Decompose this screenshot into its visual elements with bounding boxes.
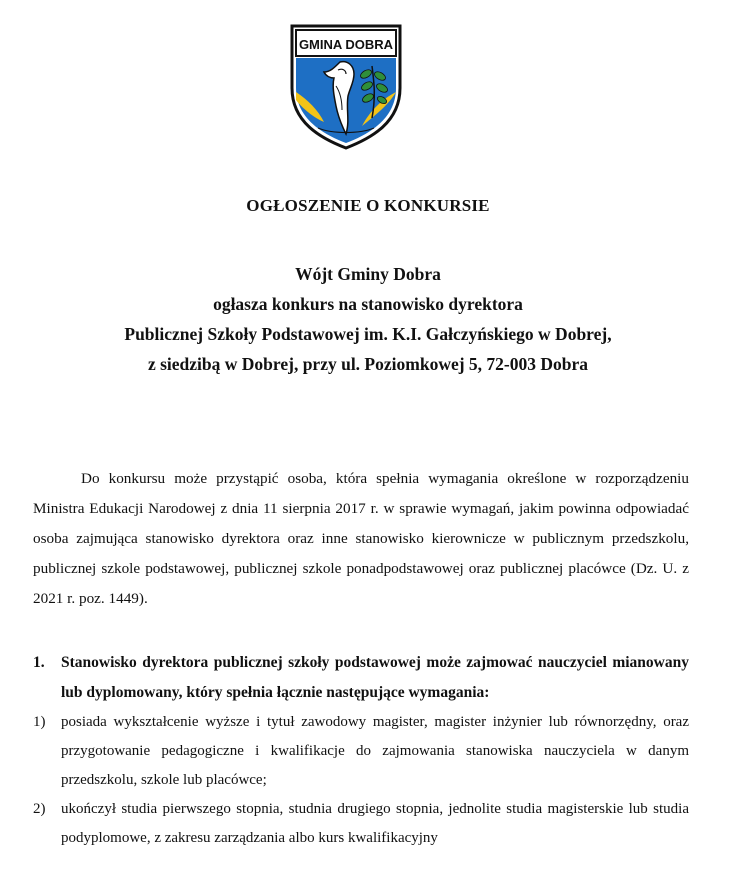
header-line-1: Wójt Gminy Dobra	[295, 264, 441, 284]
list-item	[33, 708, 689, 795]
list-item-text: posiada wykształcenie wyższe i tytuł zawodowy magister, magister inżynier lub równorzędny, oraz przygotowanie pedagogiczne i kwalifikacje do zajmowania stanowiska nauczyciela w danym przedszkolu, szkole lub placówce;	[61, 714, 689, 788]
announcement-title: OGŁOSZENIE O KONKURSIE	[246, 196, 490, 215]
announcement-header	[0, 259, 736, 379]
coat-of-arms-icon	[288, 22, 404, 150]
section-number: 1.	[33, 654, 45, 671]
intro-paragraph: Do konkursu może przystąpić osoba, która spełnia wymagania określone w rozporządzeniu Ministra Edukacji Narodowej z dnia 11 sierpnia 2017 r. w sprawie wymagań, jakim powinna odpowiadać osoba zajmująca stanowisko dyrektora oraz inne stanowisko kierownicze w publicznym przedszkolu, publicznej szkole podstawowej, publicznej szkole ponadpodstawowej oraz publicznej placówce (Dz. U. z 2021 r. poz. 1449).	[33, 470, 689, 607]
header-line-3: Publicznej Szkoły Podstawowej im. K.I. Gałczyńskiego w Dobrej,	[124, 324, 612, 344]
requirements-list	[33, 708, 689, 853]
header-line-4: z siedzibą w Dobrej, przy ul. Poziomkowej 5, 72-003 Dobra	[147, 354, 589, 374]
header-line-2: ogłasza konkurs na stanowisko dyrektora	[213, 294, 523, 314]
section-1-heading	[33, 648, 689, 708]
section-text: Stanowisko dyrektora publicznej szkoły podstawowej może zajmować nauczyciel mianowany lub dyplomowany, który spełnia łącznie następujące wymagania:	[61, 654, 689, 701]
gmina-dobra-coat-of-arms	[288, 22, 404, 150]
list-item-number: 1)	[33, 714, 46, 730]
list-item-text: ukończył studia pierwszego stopnia, studnia drugiego stopnia, jednolite studia magisterskie lub studia podyplomowe, z zakresu zarządzania albo kurs kwalifikacyjny	[61, 801, 689, 846]
list-item-number: 2)	[33, 801, 46, 817]
list-item	[33, 795, 689, 853]
intro-section	[33, 464, 689, 614]
crest-label: GMINA DOBRA	[298, 37, 394, 52]
